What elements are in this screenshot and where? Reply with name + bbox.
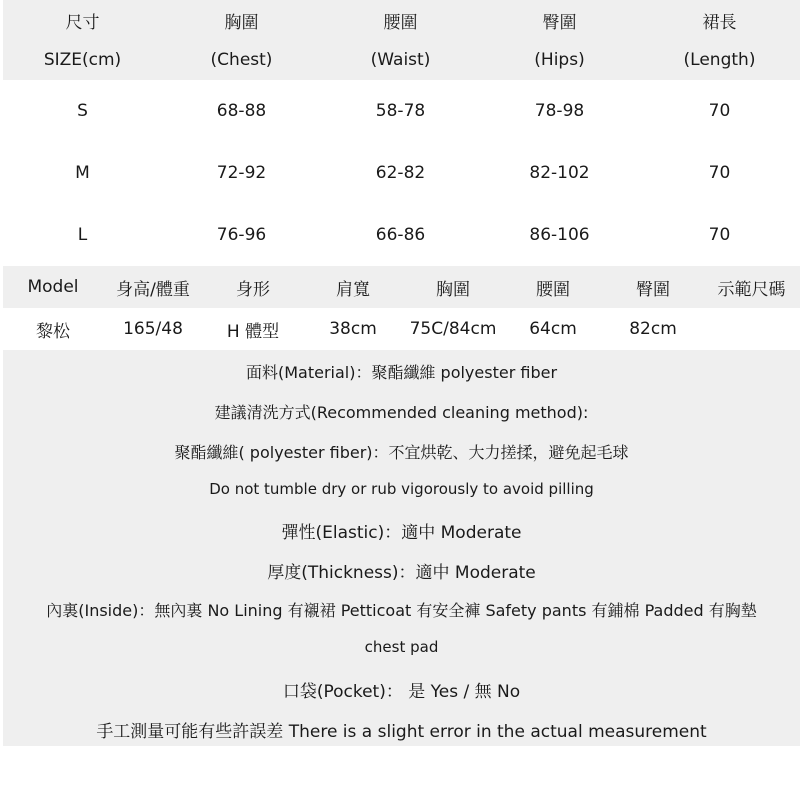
- model-chest: 75C/84cm: [409, 319, 497, 339]
- header-body-shape: 身形: [236, 279, 270, 300]
- size-header-row-en: [3, 40, 800, 80]
- model-body-shape: H 體型: [226, 321, 280, 342]
- header-hips-zh: 臀圍: [542, 12, 577, 33]
- chest-cell: 68-88: [216, 101, 267, 121]
- header-waist-en: (Waist): [370, 50, 431, 70]
- waist-cell: 66-86: [375, 225, 426, 245]
- header-demo-size: 示範尺碼: [717, 279, 786, 300]
- waist-cell: 62-82: [375, 163, 426, 183]
- length-cell: 70: [708, 101, 731, 121]
- header-chest: 胸圍: [436, 279, 470, 300]
- table-row: [3, 80, 800, 142]
- size-cell: L: [77, 225, 88, 245]
- cleaning-zh-line: 聚酯纖維( polyester fiber)：不宜烘乾、大力搓揉，避免起毛球: [174, 443, 629, 462]
- model-height-weight: 165/48: [123, 319, 183, 339]
- table-row: [3, 204, 800, 266]
- length-cell: 70: [708, 163, 731, 183]
- header-size-en: SIZE(cm): [43, 50, 122, 70]
- header-hips-en: (Hips): [534, 50, 585, 70]
- measurement-error-note: 手工測量可能有些許誤差 There is a slight error in the actual measurement: [96, 722, 707, 742]
- table-row: [3, 142, 800, 204]
- hips-cell: 82-102: [529, 163, 590, 183]
- size-cell: M: [75, 163, 90, 183]
- header-length-en: (Length): [683, 50, 756, 70]
- header-hips: 臀圍: [636, 279, 670, 300]
- header-length-zh: 裙長: [702, 12, 737, 33]
- header-size-zh: 尺寸: [65, 12, 100, 33]
- inside-line: 內裏(Inside)：無內裏 No Lining 有襯裙 Petticoat 有安全褲 Safety pants 有鋪棉 Padded 有胸墊: [46, 601, 757, 620]
- waist-cell: 58-78: [375, 101, 426, 121]
- thickness-line: 厚度(Thickness)：適中 Moderate: [267, 563, 536, 583]
- model-hips: 82cm: [629, 319, 677, 339]
- cleaning-title: 建議清洗方式(Recommended cleaning method):: [214, 403, 589, 422]
- inside-line-continued: chest pad: [364, 638, 439, 656]
- size-cell: S: [77, 101, 88, 121]
- model-shoulder: 38cm: [329, 319, 377, 339]
- header-chest-en: (Chest): [210, 50, 273, 70]
- model-waist: 64cm: [529, 319, 577, 339]
- header-chest-zh: 胸圍: [224, 12, 259, 33]
- header-waist: 腰圍: [536, 279, 570, 300]
- model-table-row: [3, 308, 800, 350]
- model-table-header: [3, 266, 800, 308]
- hips-cell: 78-98: [534, 101, 585, 121]
- header-height-weight: 身高/體重: [116, 279, 190, 300]
- cleaning-en-line: Do not tumble dry or rub vigorously to avoid pilling: [209, 480, 594, 498]
- header-model: Model: [27, 277, 79, 297]
- product-info-section: [3, 350, 800, 746]
- elastic-line: 彈性(Elastic)：適中 Moderate: [281, 523, 522, 543]
- hips-cell: 86-106: [529, 225, 590, 245]
- size-table-body: [3, 80, 800, 266]
- length-cell: 70: [708, 225, 731, 245]
- header-waist-zh: 腰圍: [383, 12, 418, 33]
- material-line: 面料(Material)：聚酯纖維 polyester fiber: [245, 363, 558, 382]
- size-table-header: [3, 0, 800, 80]
- chest-cell: 72-92: [216, 163, 267, 183]
- pocket-line: 口袋(Pocket)： 是 Yes / 無 No: [282, 682, 521, 702]
- header-shoulder: 肩寬: [336, 279, 370, 300]
- chest-cell: 76-96: [216, 225, 267, 245]
- size-header-row-zh: [3, 0, 800, 40]
- model-name: 黎松: [36, 321, 70, 342]
